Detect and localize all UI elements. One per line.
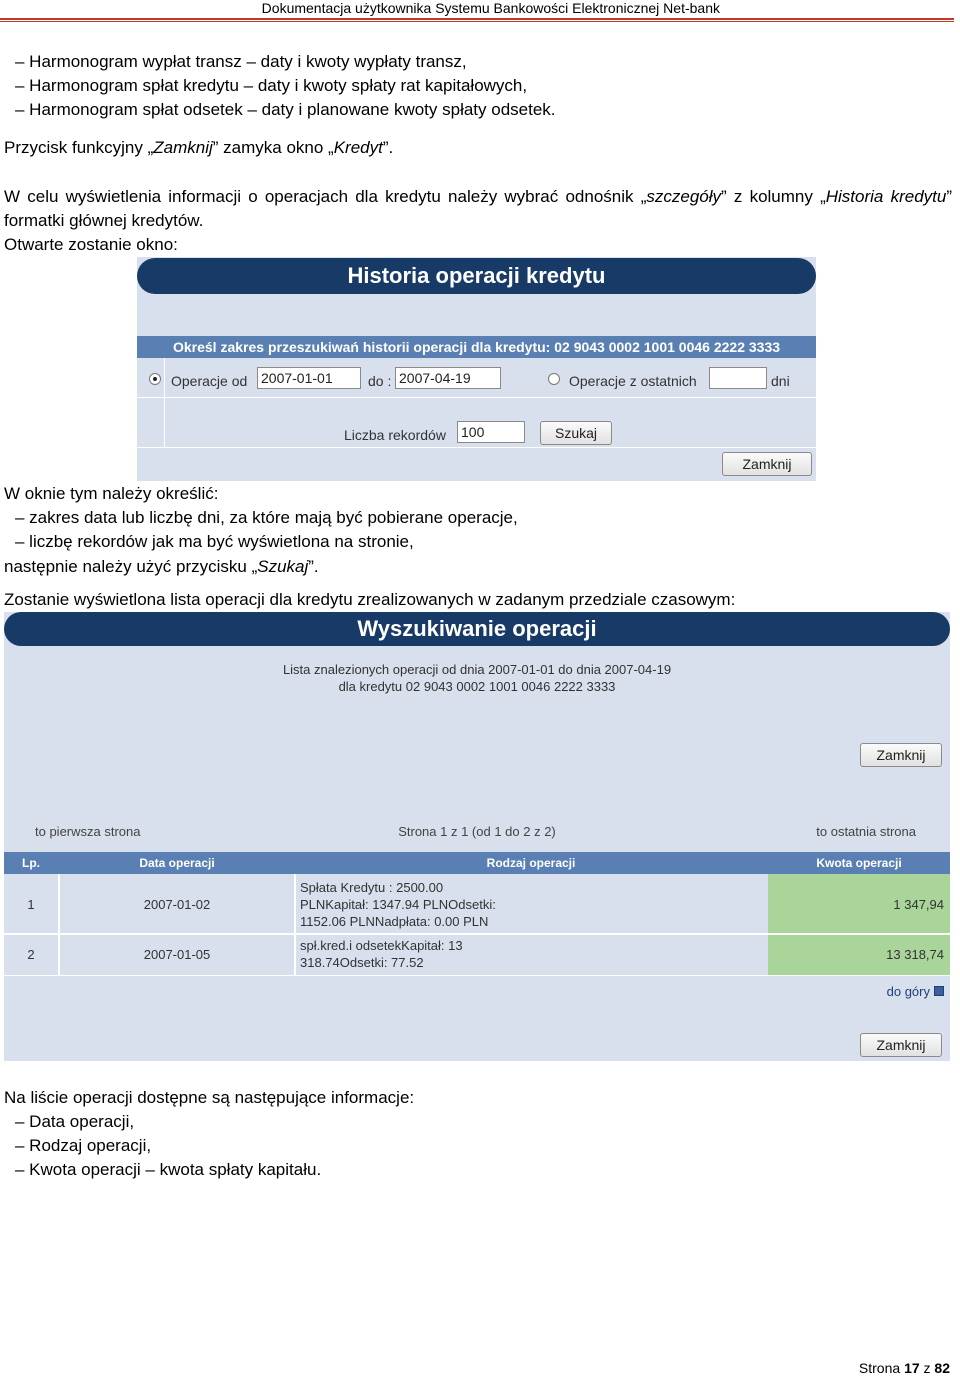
page-info: Strona 1 z 1 (od 1 do 2 z 2) xyxy=(398,824,556,839)
bullet-item: – liczbę rekordów jak ma być wyświetlona na stronie, xyxy=(15,532,414,551)
bullet-item: – Data operacji, xyxy=(15,1112,135,1131)
instructions-intro: W oknie tym należy określić: xyxy=(4,484,219,503)
date-to-input[interactable]: 2007-04-19 xyxy=(395,367,501,389)
search-results-window xyxy=(4,612,950,1061)
row-date: 2007-01-02 xyxy=(143,897,211,912)
records-input[interactable]: 100 xyxy=(457,421,525,443)
ops-last-label: Operacje z ostatnich xyxy=(569,373,697,389)
ops-last-radio[interactable] xyxy=(548,373,560,385)
divider xyxy=(137,447,816,448)
summary-line-1: Lista znalezionych operacji od dnia 2007-01-01 do dnia 2007-04-19 xyxy=(282,662,672,677)
divider xyxy=(4,975,950,976)
close-button-bottom[interactable]: Zamknij xyxy=(860,1033,942,1057)
row-amount: 1 347,94 xyxy=(893,897,944,912)
bullet-item: – Rodzaj operacji, xyxy=(15,1136,152,1155)
row-type-line: 1152.06 PLNNadpłata: 0.00 PLN xyxy=(300,914,489,929)
row-type-line: PLNKapitał: 1347.94 PLNOdsetki: xyxy=(300,897,496,912)
days-label: dni xyxy=(771,373,790,389)
list-info-intro: Na liście operacji dostępne są następujące informacje: xyxy=(4,1088,415,1107)
row-lp: 2 xyxy=(27,947,35,962)
divider xyxy=(137,397,816,398)
row-amount: 13 318,74 xyxy=(886,947,944,962)
bullet-item: – Kwota operacji – kwota spłaty kapitału. xyxy=(15,1160,322,1179)
to-label: do : xyxy=(368,373,392,389)
first-page-label: to pierwsza strona xyxy=(35,824,141,839)
records-label: Liczba rekordów xyxy=(344,427,446,443)
col-header-amount: Kwota operacji xyxy=(816,856,902,870)
row-type-line: spł.kred.i odsetekKapitał: 13 xyxy=(300,938,463,953)
divider xyxy=(164,358,165,447)
close-button-top[interactable]: Zamknij xyxy=(860,743,942,767)
history-window xyxy=(137,257,816,481)
instructions-after: następnie należy użyć przycisku „Szukaj”. xyxy=(4,557,319,576)
date-from-input[interactable]: 2007-01-01 xyxy=(257,367,361,389)
header-rule-thin xyxy=(0,21,954,22)
bullet-item: – zakres data lub liczbę dni, za które mają być pobierane operacje, xyxy=(15,508,518,527)
page-number: Strona 17 z 82 xyxy=(858,1360,950,1376)
summary-line-2: dla kredytu 02 9043 0002 1001 0046 2222 3333 xyxy=(338,679,616,694)
list-intro: Zostanie wyświetlona lista operacji dla kredytu zrealizowanych w zadanym przedziale czasowym: xyxy=(4,590,736,609)
paragraph-window-opens: Otwarte zostanie okno: xyxy=(4,235,178,254)
close-button[interactable]: Zamknij xyxy=(722,452,812,476)
top-link[interactable]: do góry xyxy=(886,984,930,999)
search-button[interactable]: Szukaj xyxy=(540,421,612,445)
arrow-up-icon[interactable] xyxy=(934,986,944,996)
row-date: 2007-01-05 xyxy=(143,947,211,962)
header-rule xyxy=(0,18,954,20)
paragraph-close-button: Przycisk funkcyjny „Zamknij” zamyka okno „Kredyt”. xyxy=(4,138,394,157)
ops-from-radio[interactable] xyxy=(149,373,161,385)
col-header-type: Rodzaj operacji xyxy=(486,856,576,870)
search-window-title: Wyszukiwanie operacji xyxy=(4,612,950,646)
history-window-title: Historia operacji kredytu xyxy=(137,258,816,294)
bullet-item: – Harmonogram spłat kredytu – daty i kwoty spłaty rat kapitałowych, xyxy=(15,76,528,95)
last-page-label: to ostatnia strona xyxy=(816,824,916,839)
document-title: Dokumentacja użytkownika Systemu Bankowości Elektronicznej Net-bank xyxy=(261,0,720,16)
col-header-lp: Lp. xyxy=(22,856,40,870)
paragraph-details: W celu wyświetlenia informacji o operacjach dla kredytu należy wybrać odnośnik „szczegóły” z kolumny „Historia kredytu” formatki głównej kredytów. xyxy=(4,187,952,230)
col-header-date: Data operacji xyxy=(139,856,215,870)
row-type-line: 318.74Odsetki: 77.52 xyxy=(300,955,424,970)
row-type-line: Spłata Kredytu : 2500.00 xyxy=(300,880,444,895)
page-header xyxy=(0,0,960,22)
bullet-item: – Harmonogram spłat odsetek – daty i planowane kwoty spłaty odsetek. xyxy=(15,100,556,119)
ops-from-label: Operacje od xyxy=(171,373,248,389)
divider xyxy=(294,874,296,976)
last-days-input[interactable] xyxy=(709,367,767,389)
row-lp: 1 xyxy=(27,897,35,912)
bullet-item: – Harmonogram wypłat transz – daty i kwoty wypłaty transz, xyxy=(15,52,467,71)
range-bar: Określ zakres przeszukiwań historii operacji dla kredytu: 02 9043 0002 1001 0046 2222 3333 xyxy=(137,336,816,358)
